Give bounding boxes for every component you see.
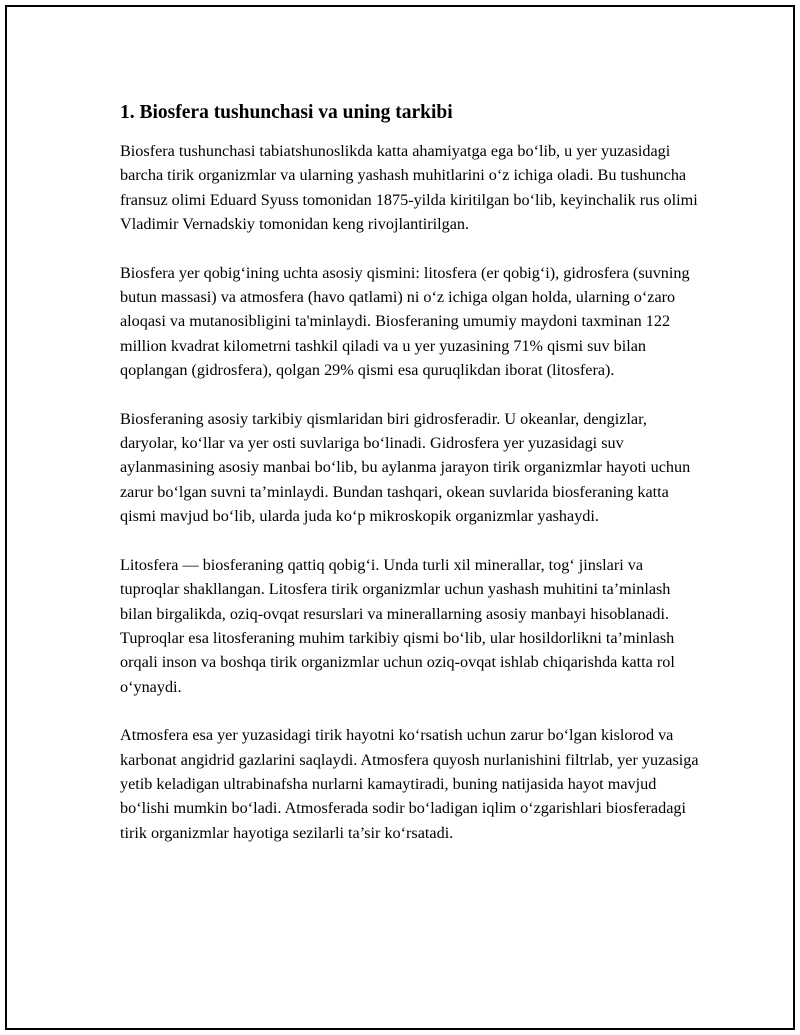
document-body	[120, 99, 700, 869]
section-title: 1. Biosfera tushunchasi va uning tarkibi	[120, 102, 453, 123]
paragraph-atmosphere: Atmosfera esa yer yuzasidagi tirik hayotni ko‘rsatish uchun zarur bo‘lgan kislorod va karbonat angidrid gazlarini saqlaydi. Atmosfera quyosh nurlanishini filtrlab, yer yuzasiga yetib keladigan ultrabinafsha nurlarni kamaytiradi, buning natijasida hayot mavjud bo‘lishi mumkin bo‘ladi. Atmosferada sodir bo‘ladigan iqlim o‘zgarishlari biosferadagi tirik organizmlar hayotiga sezilarli ta’sir ko‘rsatadi.	[120, 726, 699, 842]
paragraph-components: Biosfera yer qobig‘ining uchta asosiy qismini: litosfera (er qobig‘i), gidrosfera (suvning butun massasi) va atmosfera (havo qatlami) ni o‘z ichiga olgan holda, ularning o‘zaro aloqasi va mutanosibligini ta'minlaydi. Biosferaning umumiy maydoni taxminan 122 million kvadrat kilometrni tashkil qiladi va u yer yuzasining 71% qismi suv bilan qoplangan (gidrosfera), qolgan 29% qismi esa quruqlikdan iborat (litosfera).	[120, 263, 690, 380]
paragraph-lithosphere: Litosfera — biosferaning qattiq qobig‘i. Unda turli xil minerallar, tog‘ jinslari va tuproqlar shakllangan. Litosfera tirik organizmlar uchun yashash muhitini ta’minlash bilan birgalikda, oziq-ovqat resurslari va minerallarning asosiy manbayi hisoblanadi. Tuproqlar esa litosferaning muhim tarkibiy qismi bo‘lib, ular hosildorlikni ta’minlash orqali inson va boshqa tirik organizmlar uchun oziq-ovqat ishlab chiqarishda katta rol o‘ynaydi.	[120, 555, 675, 696]
paragraph-hydrosphere: Biosferaning asosiy tarkibiy qismlaridan biri gidrosferadir. U okeanlar, dengizlar, daryolar, ko‘llar va yer osti suvlariga bo‘linadi. Gidrosfera yer yuzasidagi suv aylanmasining asosiy manbai bo‘lib, bu aylanma jarayon tirik organizmlar hayoti uchun zarur bo‘lgan suvni ta’minlaydi. Bundan tashqari, okean suvlarida biosferaning katta qismi mavjud bo‘lib, ularda juda ko‘p mikroskopik organizmlar yashaydi.	[120, 409, 691, 526]
page-frame	[5, 5, 795, 1030]
paragraph-intro: Biosfera tushunchasi tabiatshunoslikda katta ahamiyatga ega bo‘lib, u yer yuzasidagi barcha tirik organizmlar va ularning yashash muhitlarini o‘z ichiga oladi. Bu tushuncha fransuz olimi Eduard Syuss tomonidan 1875-yilda kiritilgan bo‘lib, keyinchalik rus olimi Vladimir Vernadskiy tomonidan keng rivojlantirilgan.	[120, 142, 698, 234]
